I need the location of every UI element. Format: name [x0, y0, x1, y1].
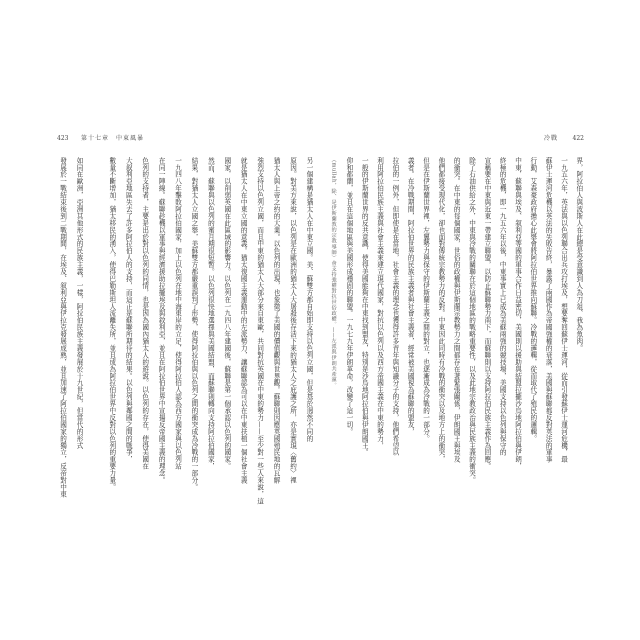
text-column: 蘇伊士運河危機以英法的失敗告終，暴露了兩國作為帝國強權的衰落，美國與蘇聯都反對英法的軍事 — [544, 157, 553, 463]
text-column: 大叙利亞地區失去了許多阿拉伯人的支持，而這正是蘇聯所期待的結果。以色列與鄰國之間的戰爭， — [124, 157, 133, 463]
text-column: 仰和都蘭，並且在這個地區與美國形成穩固的聯盟。一九七九年伊朗革命，改變了這一切。 — [344, 157, 353, 435]
text-column: 國家，以削弱英國在此區域的影響力。以色列在一九四八年建國後，蘇聯是第一個承認以色列的國家。 — [222, 157, 231, 470]
text-column: 結果，對猶太人立國之舉，美蘇雙方都嚴重誤判了形勢，使得阿拉伯與以色列之間的衝突成為冷戰的一部分。 — [189, 157, 198, 491]
text-column: 一般的伊斯蘭世界的反共意識，使得美國能夠在中東找到盟友，特別是沙烏地阿拉伯與伊朗國王。 — [360, 157, 369, 456]
text-column: 行動，艾森豪政府擔心此舉會將阿拉伯世界推向蘇聯。冷戰的邏輯，從而取代了殖民的邏輯。 — [528, 157, 537, 442]
text-column: 拉伯的一例外，但即使是在當地，社會主義的理念也獲得許多青年與知識分子的支持，他們希望以 — [390, 157, 399, 456]
text-column: 中東，蘇聯與埃及、叙利亞等國的軍事合作日益密切，美國則以援助與結盟拉攏沙烏地阿拉伯與伊朗， — [513, 157, 522, 470]
text-column: 如同在歐洲，亞洲其他形式的民族主義，一樣，阿拉伯民族主義發展於十九世紀，但當代的形式 — [75, 157, 84, 449]
text-column: 一九五六年，英法與以色列聯合出兵攻打埃及，想要奪回蘇伊士運河，從而引發蘇伊士運河危機，最 — [559, 157, 568, 463]
text-column: 在同一陣線。蘇聯趁機以軍事與經濟援助拉攏埃及與敘利亞，並且在阿拉伯世界中宣揚反帝國主義的理念。 — [157, 157, 166, 484]
text-column: 義者。在冷戰期間，阿拉伯世界的民族主義者與社會主義者，經常被美國視為蘇聯的盟友， — [406, 157, 415, 435]
text-column: 原因。對美方來說，以色列是在歐洲的猶太人大屠殺後存活下來的猶太人之庇護之所，亦是實現〈舊約〉裡 — [288, 157, 297, 484]
text-column: 然而，蘇聯與以色列的蜜月期很短暫。以色列很快地選擇與美國結盟，而蘇聯則轉向支持阿拉伯國家， — [206, 157, 215, 470]
text-column: 就是猶太人在中東立國的意義。猶太復國主義運動中的左派勢力，讓蘇聯認為可以在中東扶植一個社會主義 — [239, 157, 248, 484]
text-column: 發展於一戰結束後到二戰期間，在埃及、叙利亞與伊拉克發展成熟，並且加速了阿拉伯國家的獨立，反帝對中東 — [58, 157, 67, 498]
text-column: 猶太人與上帝之約的大業。以色列的出現，也象徵了美國的價值觀與世界觀。蘇聯則因應英國殖民地的瓦解 — [272, 157, 281, 484]
left-page-number: 423 — [57, 135, 69, 142]
text-column: 色列的支持者，主要是出於對以色列的同情，也是因為國內猶太人的遊說。以色列的存在，使得美國在 — [140, 157, 149, 470]
left-page — [57, 133, 314, 508]
text-column: 他們都接受現代化，卻也面對傳統宗教勢力的反對。中東因此同時有冷戰的衝突以及地方上的衝突， — [436, 157, 445, 463]
text-column: 除了石油供給之外，中東與冷戰的關聯在於這個地區的戰略重要性，以及此地宗教政治與民族主義的衝突。 — [467, 157, 476, 484]
text-column: 利用阿拉伯民族主義與社會主義來建立現代國家，對抗以色列以及西方帝國主義在中東的勢力， — [375, 157, 384, 449]
text-column: 另一個建構是猶太人在中東立國。美、蘇雙方都自始即支持以色列立國，但是基於迥然不同的 — [304, 157, 313, 442]
right-page — [328, 133, 584, 508]
text-column: 強烈支持以色列立國，而且中東的猶太人大部分來自東歐，共同對抗英國在中東的勢力——至少對一些人來說，這 — [255, 157, 264, 505]
footnote-column: （mullah，除、是伊斯蘭教的宗教導師）會支持強權對抗世俗政權。——左派與伊朗共產黨。 — [330, 157, 337, 388]
right-running-title: 冷戰 — [543, 135, 558, 142]
left-page-text — [57, 157, 314, 508]
left-running-title: 第十七章 中東風暴 — [81, 135, 145, 142]
right-page-header — [328, 133, 584, 145]
right-page-number: 422 — [572, 135, 584, 142]
text-column: 一九四八年擊敗阿拉伯國家，加上以色列在地中海東岸的立足，使得阿拉伯人認為西方國家與以色列站 — [173, 157, 182, 470]
text-column: 但是在伊斯蘭世界裡，左翼勢力與保守的伊斯蘭主義之間的對立，也逐漸成為冷戰的一部分。 — [421, 157, 430, 442]
text-column: 的衝突。在中東的每個國家，世俗的政權與伊斯蘭宗教勢力之間都存在著緊張關係，伊朗國王與埃及 — [452, 157, 461, 463]
text-column: 數量不斷增加，猶太移民的湧入，使得巴勒斯坦人流離失所，並且成為阿拉伯世界中反對以色列的重要力量。 — [107, 157, 116, 491]
text-column: 終極的危機，即一九五六年以後，中東事實上已成為美蘇兩強的競技場，美國支持以色列與保守的 — [498, 157, 507, 456]
left-page-header — [57, 133, 314, 145]
right-page-text — [328, 157, 584, 508]
text-column: 宣稱要在中東與近東一帶建立聯盟，以防止蘇聯勢力南下，而蘇聯則以支持阿拉伯民族主義作為回應。 — [482, 157, 491, 470]
text-column: 界，阿拉伯人與波斯人在此總是受意識到人為刀俎、我為魚肉。 — [574, 157, 583, 352]
